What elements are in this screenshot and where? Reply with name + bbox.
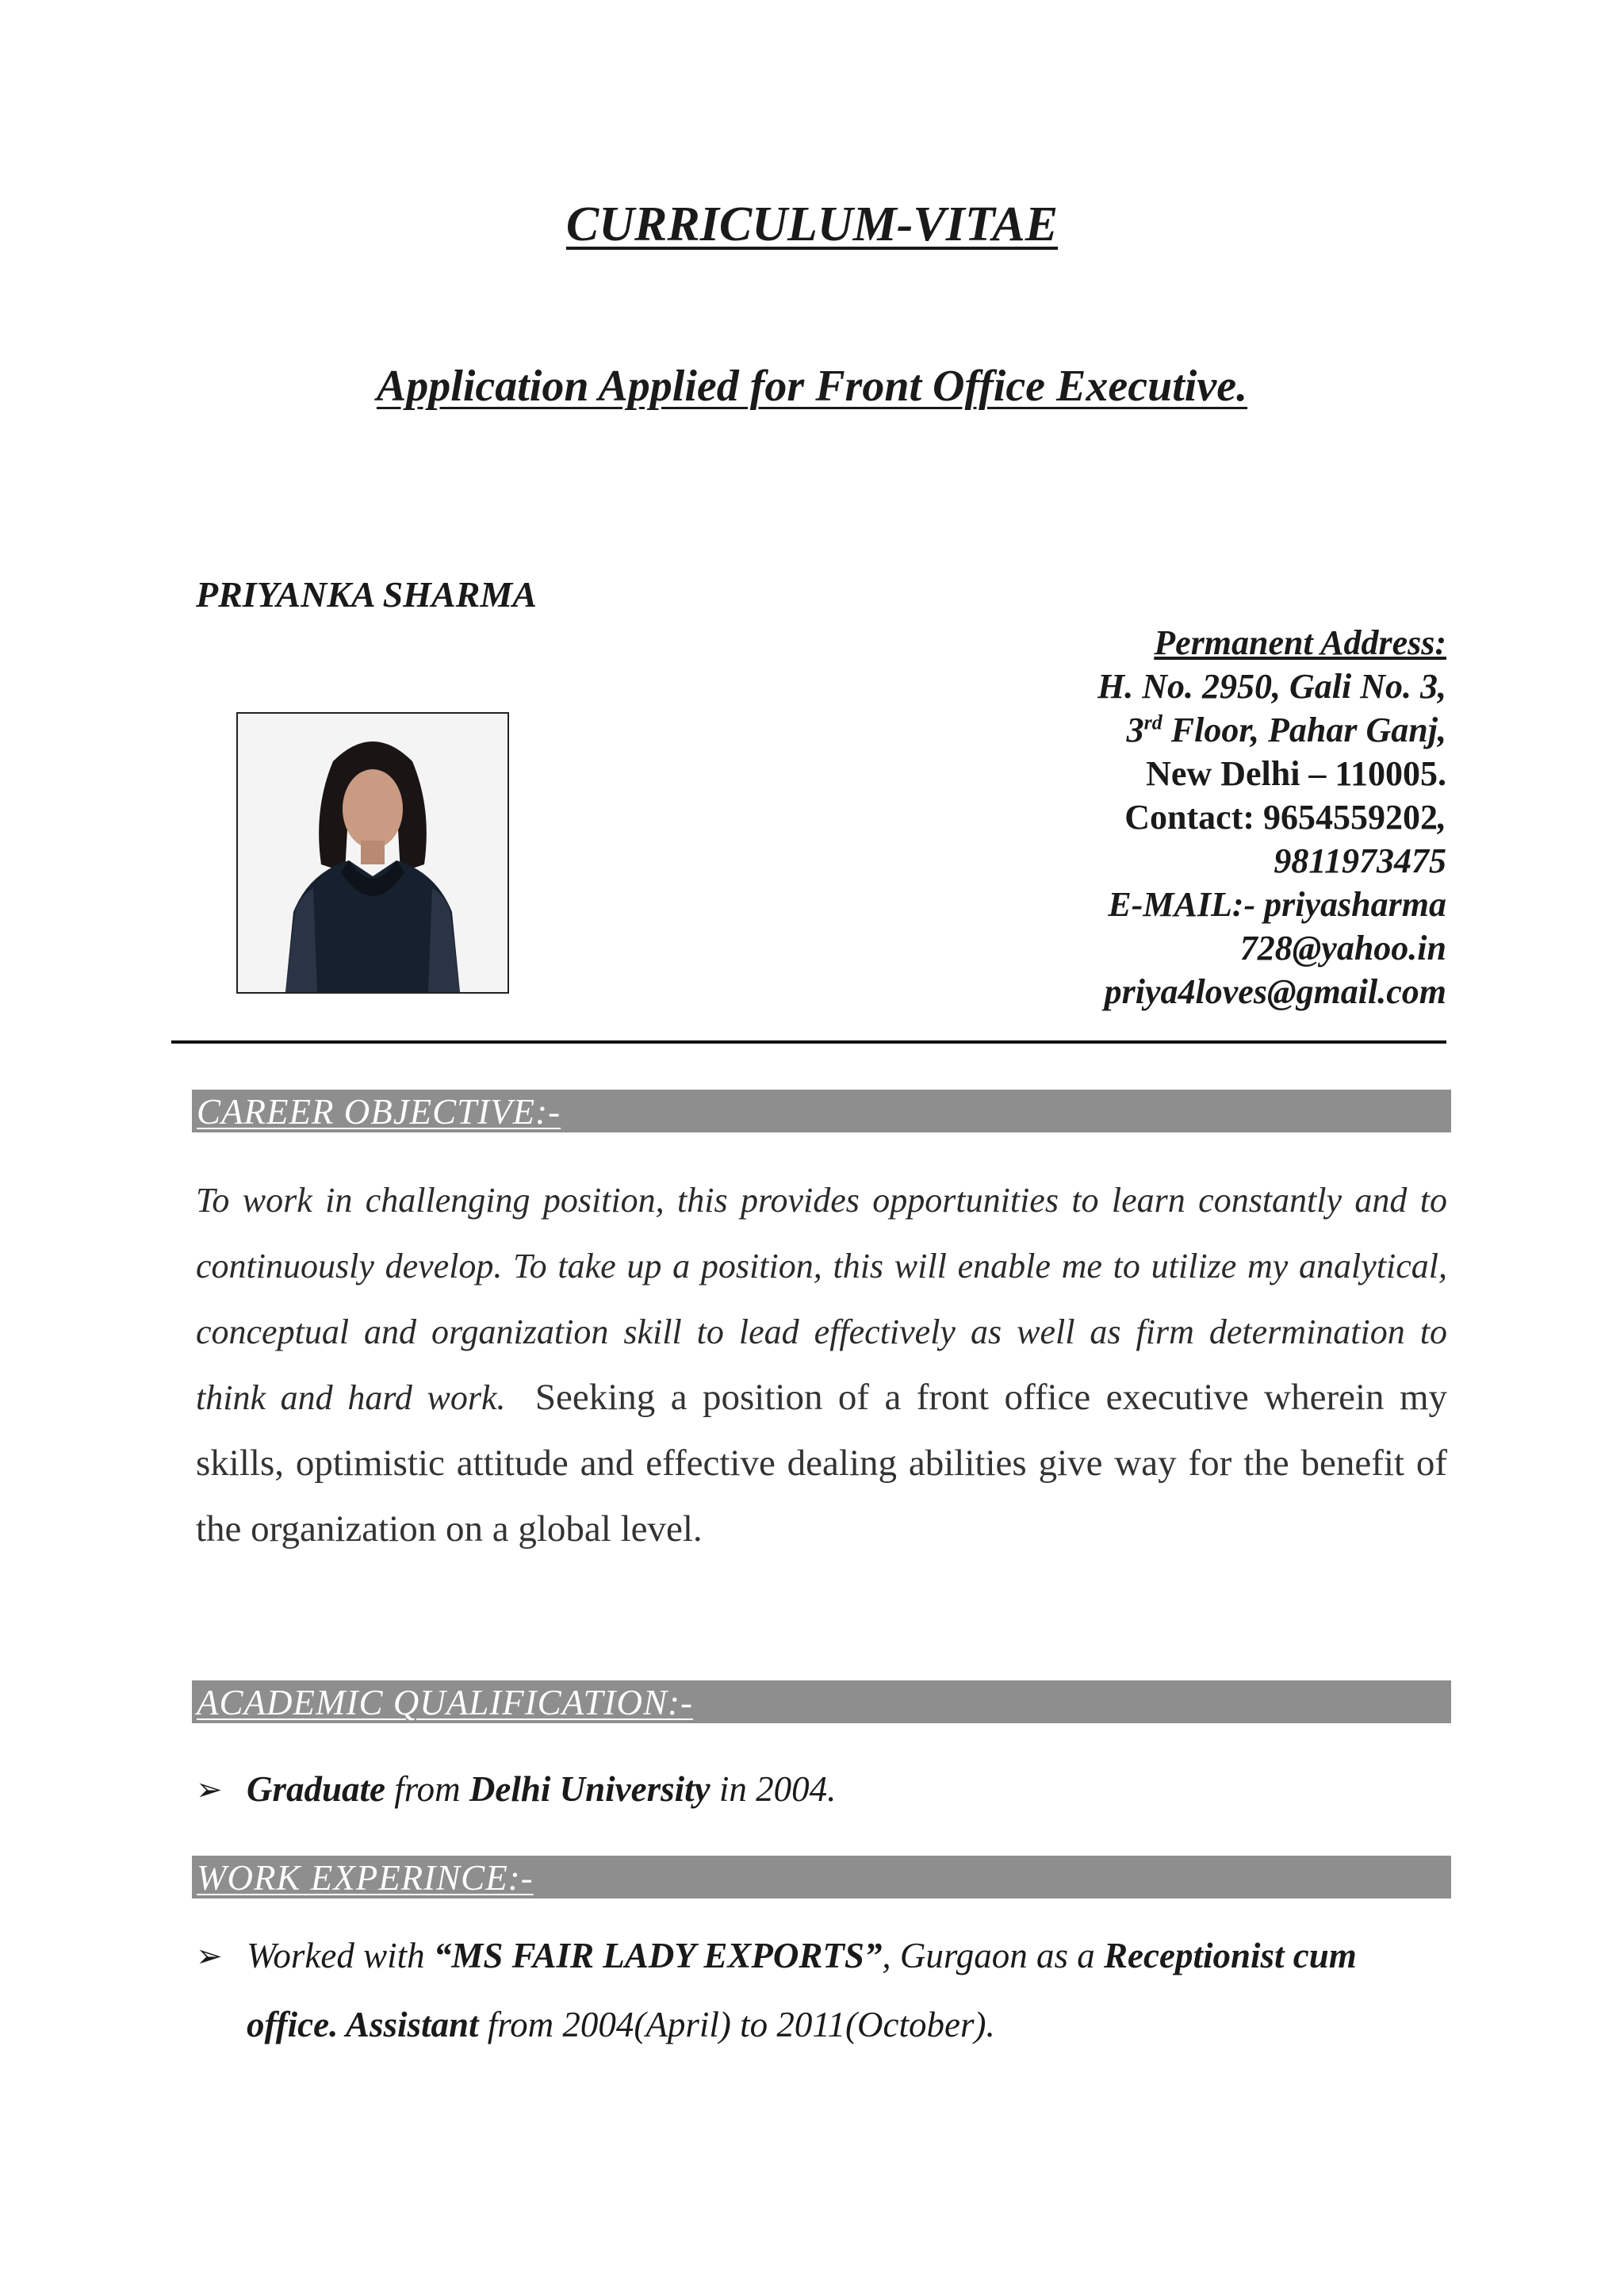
address-line-3: New Delhi – 110005. bbox=[1146, 754, 1446, 793]
contact-line-2: 9811973475 bbox=[1274, 841, 1446, 880]
career-objective-heading-bar bbox=[192, 1090, 1451, 1132]
header-divider bbox=[171, 1040, 1446, 1044]
address-line-2: 3rd Floor, Pahar Ganj, bbox=[1126, 711, 1446, 749]
career-objective-text: To work in challenging position, this provides opportunities to learn constantly and to continuously develop. To take up a position, this will enable me to utilize my analytical, conceptual and organization skill to lead effectively as well as firm determination to think and hard work. Seeking a position of a front office executive wherein my skills, optimistic attitude and effective dealing abilities give way for the benefit of the organization on a global level. bbox=[196, 1181, 1448, 1550]
person-photo-icon bbox=[238, 714, 508, 992]
work-experience-heading-bar bbox=[192, 1856, 1451, 1898]
career-objective-heading: CAREER OBJECTIVE:- bbox=[197, 1092, 561, 1132]
application-subtitle: Application Applied for Front Office Executive. bbox=[376, 362, 1248, 411]
permanent-address-block bbox=[1097, 621, 1446, 1013]
email-line-2: 728@yahoo.in bbox=[1239, 929, 1446, 967]
document-title: CURRICULUM-VITAE bbox=[565, 197, 1059, 251]
academic-heading: ACADEMIC QUALIFICATION:- bbox=[197, 1683, 694, 1722]
contact-line: Contact: 9654559202, bbox=[1124, 798, 1446, 837]
work-experience-heading: WORK EXPERINCE:- bbox=[197, 1858, 534, 1898]
profile-photo bbox=[236, 712, 509, 994]
address-line-1: H. No. 2950, Gali No. 3, bbox=[1097, 667, 1446, 706]
arrow-bullet-icon: ➢ bbox=[196, 1938, 223, 1974]
candidate-name: PRIYANKA SHARMA bbox=[196, 574, 537, 615]
work-item: ➢ Worked with “MS FAIR LADY EXPORTS”, Gurgaon as a Receptionist cum office. Assistant from 2004(April) to 2011(October). bbox=[196, 1921, 1449, 2064]
arrow-bullet-icon: ➢ bbox=[196, 1772, 223, 1807]
email-line-3: priya4loves@gmail.com bbox=[1104, 972, 1446, 1011]
academic-heading-bar bbox=[192, 1680, 1451, 1723]
academic-item: ➢ Graduate from Delhi University in 2004. bbox=[196, 1755, 1449, 1826]
address-label: Permanent Address: bbox=[1154, 623, 1446, 662]
email-line-1: E-MAIL:- priyasharma bbox=[1108, 885, 1446, 924]
